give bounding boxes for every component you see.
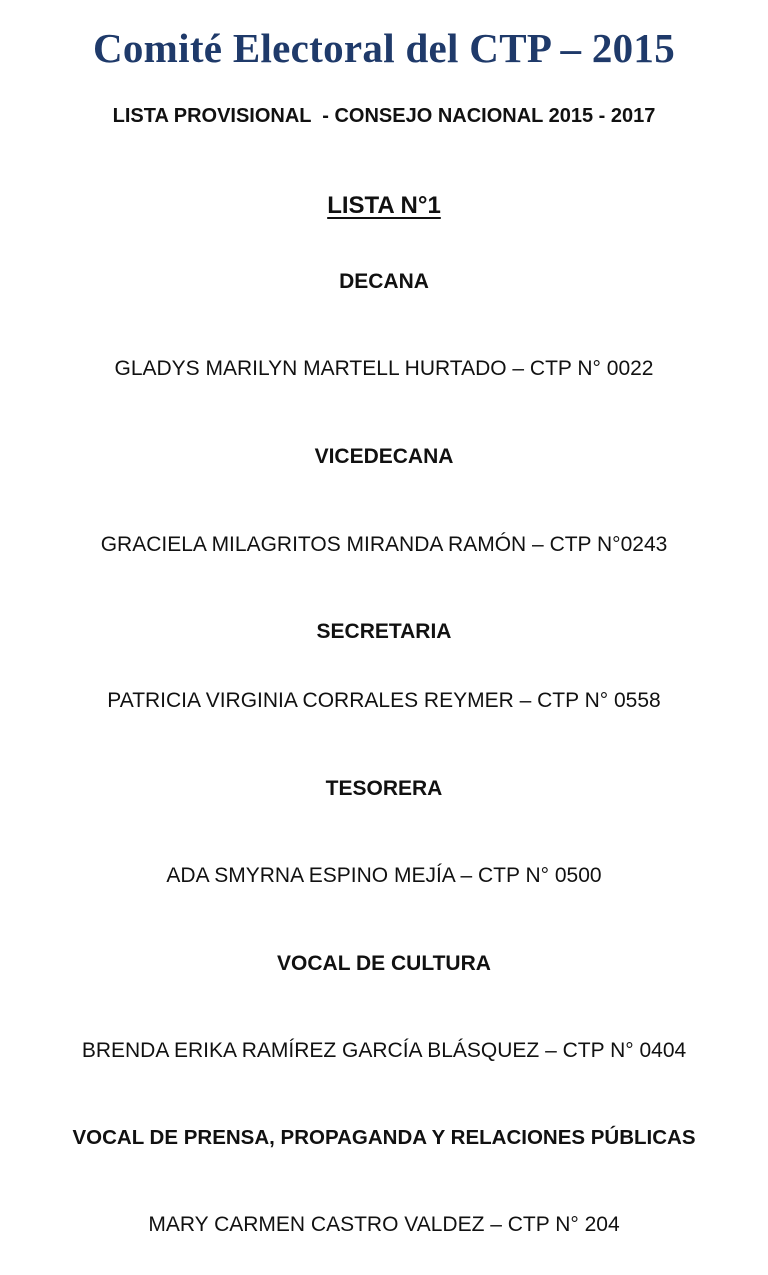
document-subtitle: LISTA PROVISIONAL - CONSEJO NACIONAL 2015 - 2017 xyxy=(112,105,656,127)
member-vocal-prensa: MARY CARMEN CASTRO VALDEZ – CTP N° 204 xyxy=(148,1213,620,1236)
member-vicedecana: GRACIELA MILAGRITOS MIRANDA RAMÓN – CTP N°0243 xyxy=(100,533,668,556)
role-tesorera: TESORERA xyxy=(325,777,443,800)
role-secretaria: SECRETARIA xyxy=(316,620,452,643)
document-title: Comité Electoral del CTP – 2015 xyxy=(92,25,676,71)
role-vocal-cultura: VOCAL DE CULTURA xyxy=(277,952,491,975)
list-heading-label: LISTA N°1 xyxy=(327,192,441,219)
member-vocal-cultura: BRENDA ERIKA RAMÍREZ GARCÍA BLÁSQUEZ – CTP N° 0404 xyxy=(81,1039,687,1062)
role-vocal-prensa: VOCAL DE PRENSA, PROPAGANDA Y RELACIONES PÚBLICAS xyxy=(72,1126,696,1149)
member-decana: GLADYS MARILYN MARTELL HURTADO – CTP N° 0022 xyxy=(114,357,654,380)
role-vicedecana: VICEDECANA xyxy=(314,445,454,468)
role-decana: DECANA xyxy=(339,270,429,293)
list-heading xyxy=(0,190,768,222)
member-tesorera: ADA SMYRNA ESPINO MEJÍA – CTP N° 0500 xyxy=(166,864,602,887)
member-secretaria: PATRICIA VIRGINIA CORRALES REYMER – CTP N° 0558 xyxy=(107,689,661,712)
